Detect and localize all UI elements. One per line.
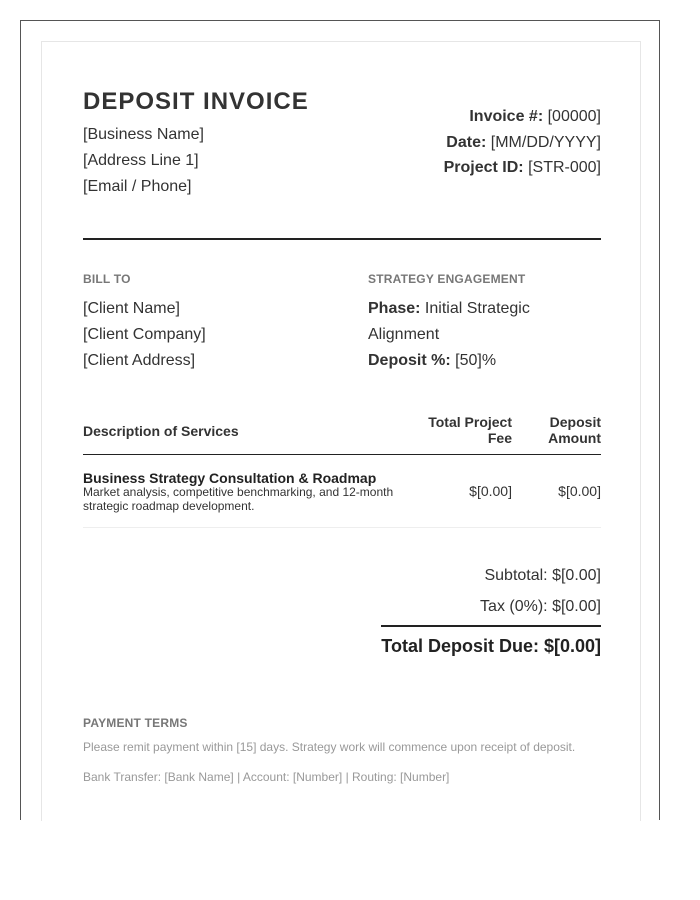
column-header-deposit-line1: Deposit xyxy=(549,414,601,430)
client-name: [Client Name] xyxy=(83,300,180,317)
service-name: Business Strategy Consultation & Roadmap xyxy=(83,470,377,486)
project-id-line xyxy=(444,155,601,181)
tax: Tax (0%): $[0.00] xyxy=(480,598,601,615)
bill-to-section xyxy=(83,272,343,374)
phase-line xyxy=(368,296,601,322)
bank-details: Bank Transfer: [Bank Name] | Account: [Number] | Routing: [Number] xyxy=(83,770,450,784)
payment-terms-heading: PAYMENT TERMS xyxy=(83,716,188,730)
client-company: [Client Company] xyxy=(83,326,206,343)
payment-terms-text: Please remit payment within [15] days. Strategy work will commence upon receipt of deposit. xyxy=(83,740,576,754)
phase-label: Phase: xyxy=(368,300,421,317)
invoice-number-line xyxy=(444,104,601,130)
service-description: Market analysis, competitive benchmarking, and 12-month strategic roadmap development. xyxy=(83,485,394,513)
invoice-paper xyxy=(41,41,641,821)
phase-value-continued: Alignment xyxy=(368,326,440,343)
total-deposit-due: Total Deposit Due: $[0.00] xyxy=(381,636,601,656)
header-divider xyxy=(83,238,601,240)
services-table xyxy=(83,410,601,528)
table-header xyxy=(83,410,601,455)
table-row xyxy=(83,455,601,528)
invoice-date-label: Date: xyxy=(446,133,487,151)
project-id-label: Project ID: xyxy=(443,159,524,176)
bill-to-heading: BILL TO xyxy=(83,272,131,286)
invoice-number-value: [00000] xyxy=(547,108,601,125)
invoice-date-line xyxy=(444,130,601,156)
subtotal: Subtotal: $[0.00] xyxy=(484,567,601,584)
totals-divider xyxy=(381,625,601,627)
deposit-percent-line xyxy=(368,348,601,374)
document-frame xyxy=(20,20,660,820)
column-header-total-fee-line2: Fee xyxy=(487,430,512,446)
service-deposit-amount: $[0.00] xyxy=(558,483,601,499)
column-header-description: Description of Services xyxy=(83,423,239,439)
business-contact: [Email / Phone] xyxy=(83,178,192,195)
column-header-total-fee xyxy=(412,414,512,446)
invoice-meta xyxy=(444,104,601,181)
column-header-deposit-line2: Amount xyxy=(548,430,601,446)
column-header-total-fee-line1: Total Project xyxy=(428,414,512,430)
deposit-percent-value: [50]% xyxy=(455,352,497,369)
strategy-engagement-section xyxy=(368,272,601,374)
strategy-lines xyxy=(368,296,601,374)
totals-section xyxy=(381,560,601,657)
column-header-deposit xyxy=(531,414,601,446)
project-id-value: [STR-000] xyxy=(528,159,601,176)
invoice-date-value: [MM/DD/YYYY] xyxy=(490,133,601,151)
business-info xyxy=(83,122,204,200)
service-total-fee: $[0.00] xyxy=(469,483,512,499)
business-name: [Business Name] xyxy=(83,126,204,143)
phase-value: Initial Strategic xyxy=(424,300,530,317)
strategy-heading: STRATEGY ENGAGEMENT xyxy=(368,272,526,286)
client-address: [Client Address] xyxy=(83,352,196,369)
business-address: [Address Line 1] xyxy=(83,152,199,169)
invoice-title: DEPOSIT INVOICE xyxy=(83,88,309,115)
payment-terms-section xyxy=(83,716,601,785)
deposit-percent-label: Deposit %: xyxy=(368,352,451,369)
bill-to-lines xyxy=(83,296,343,374)
invoice-number-label: Invoice #: xyxy=(469,108,544,125)
